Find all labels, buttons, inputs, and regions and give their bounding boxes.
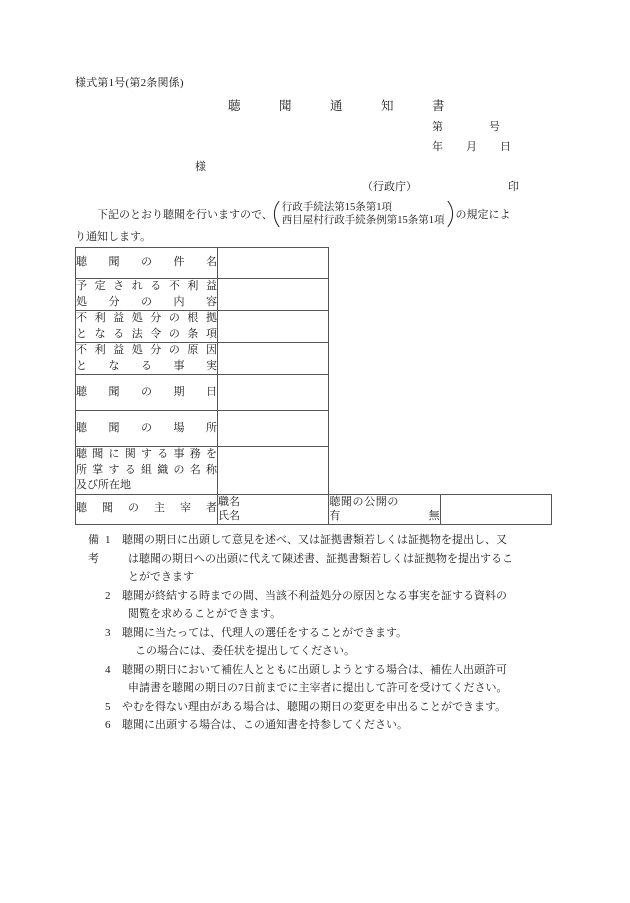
remark-number: 3: [105, 626, 111, 639]
table-row: [76, 248, 552, 279]
document-title: 聴 聞 通 知 書: [228, 99, 458, 113]
label-line: 不利益処分の原因: [76, 344, 217, 356]
year-label: 年: [432, 141, 443, 153]
remark-item: [75, 716, 575, 735]
label-line: 不利益処分の根拠: [76, 312, 217, 324]
remark-item: [75, 661, 575, 698]
table-row: [76, 311, 552, 343]
addressee-label: 様: [195, 161, 206, 173]
label-line: 聴聞の期日: [76, 385, 217, 398]
row-value-legal-provision[interactable]: [218, 311, 329, 343]
label-line: 聴聞の主宰者: [76, 502, 217, 515]
legal-basis-lines: [280, 200, 447, 228]
label-line: 処分の内容: [76, 295, 217, 308]
remark-number: 6: [105, 719, 111, 731]
brace-right-icon: [447, 200, 454, 228]
public-disclosure-label-line2: 有 無: [329, 510, 440, 522]
legal-basis-line-1: 行政手続法第15条第1項: [281, 201, 393, 213]
intro-tail-text: の規定によ: [455, 209, 511, 221]
table-row: [76, 494, 552, 524]
row-value-chairperson[interactable]: [218, 494, 329, 524]
label-line: 及び所在地: [76, 479, 131, 491]
remark-item: [75, 624, 575, 661]
remark-number: 2: [105, 589, 111, 602]
row-label-legal-provision: [76, 311, 218, 343]
table-row: [76, 447, 552, 495]
public-disclosure-label: [329, 494, 440, 524]
day-label: 日: [500, 141, 511, 153]
remark-line: は聴聞の期日への出頭に代えて陳述書、証拠書類若しくは証拠物を提出するこ: [128, 552, 513, 565]
remark-text: [122, 698, 575, 717]
row-label-hearing-place: [76, 411, 218, 447]
intro-lead-text: 下記のとおり聴聞を行いますので、: [97, 209, 273, 221]
table-row: [76, 411, 552, 447]
remark-item: [75, 587, 575, 624]
document-date-line: [432, 138, 511, 154]
intro-paragraph: [75, 200, 555, 228]
remark-number: 5: [105, 700, 111, 713]
public-disclosure-label-line1: 聴聞の公開の: [329, 495, 399, 508]
remark-item: [75, 698, 575, 717]
remark-item: [75, 531, 575, 587]
hearing-notice-table: [75, 247, 552, 525]
number-prefix-label: 第: [432, 121, 443, 133]
legal-basis-brace: [273, 200, 454, 228]
number-unit-label: 号: [489, 121, 500, 133]
label-line: 聴聞の場所: [76, 421, 217, 434]
remark-text: [122, 587, 575, 624]
remark-text: [122, 531, 575, 587]
remark-line: やむを得ない理由がある場合は、聴聞の期日の変更を申出ることができます。: [122, 700, 507, 713]
remark-text: [122, 661, 575, 698]
table-row: [76, 279, 552, 311]
label-line: 聴聞に関する事務を: [76, 448, 217, 460]
row-value-disposition-content[interactable]: [218, 279, 329, 311]
row-value-hearing-place[interactable]: [218, 411, 329, 447]
label-line: となる法令の条項: [76, 327, 217, 340]
form-number: 様式第1号(第2条関係): [75, 77, 184, 89]
row-value-organization[interactable]: [218, 447, 329, 495]
label-line: となる事実: [76, 359, 217, 372]
remark-text: [122, 624, 575, 661]
row-label-disposition-content: [76, 279, 218, 311]
table-row: [76, 375, 552, 411]
label-line: 聴聞の件名: [76, 256, 217, 269]
row-label-cause-facts: [76, 343, 218, 375]
remarks-section: [75, 531, 575, 735]
remark-line: 閲覧を求めることができます。: [128, 608, 282, 620]
remark-line: 聴聞に出頭する場合は、この通知書を持参してください。: [122, 719, 408, 731]
row-label-hearing-date: [76, 375, 218, 411]
row-value-cause-facts[interactable]: [218, 343, 329, 375]
remark-line: 聴聞の期日に出頭して意見を述べ、又は証拠書類若しくは証拠物を提出し、又: [122, 534, 507, 546]
brace-left-icon: [273, 200, 280, 228]
row-value-hearing-date[interactable]: [218, 375, 329, 411]
remark-number: 1: [105, 534, 111, 546]
remark-line: 聴聞が終結する時までの間、当該不利益処分の原因となる事実を証する資料の: [122, 589, 507, 602]
legal-basis-line-2: 西目屋村行政手続条例第15条第1項: [281, 215, 445, 226]
remarks-heading: 備考: [88, 534, 99, 565]
agency-label: （行政庁）: [362, 181, 417, 193]
remark-line: 聴聞に当たっては、代理人の選任をすることができます。: [122, 626, 408, 639]
month-label: 月: [466, 141, 477, 153]
public-disclosure-value[interactable]: [440, 494, 551, 524]
row-label-organization: [76, 447, 218, 495]
chairperson-name-label: 氏名: [218, 510, 240, 522]
remark-text: [122, 716, 575, 735]
row-label-subject: [76, 248, 218, 279]
remark-line: 申請書を聴聞の期日の7日前までに主宰者に提出して許可を受けてください。: [128, 682, 508, 694]
intro-second-line: り通知します。: [75, 231, 152, 243]
document-number-line: [432, 118, 500, 134]
row-label-chairperson: [76, 494, 218, 524]
remark-number: 4: [105, 663, 111, 676]
table-row: [76, 343, 552, 375]
row-value-subject[interactable]: [218, 248, 329, 279]
remark-line: 聴聞の期日において補佐人とともに出頭しようとする場合は、補佐人出頭許可: [122, 663, 507, 676]
label-line: 予定される不利益: [76, 280, 217, 292]
seal-label: 印: [508, 181, 519, 193]
chairperson-post-label: 職名: [218, 495, 240, 508]
remark-line: この場合には、委任状を提出してください。: [135, 645, 355, 657]
remark-line: とができます: [128, 571, 194, 583]
label-line: 所掌する組織の名称: [76, 463, 217, 476]
